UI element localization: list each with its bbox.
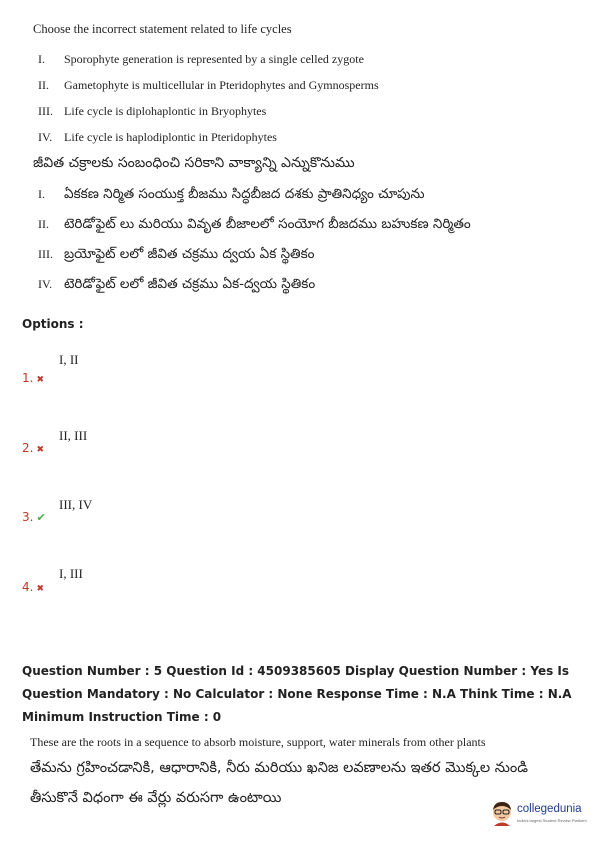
question-2-text-telugu-line-2: తీసుకొనే విధంగా ఈ వేర్లు వరుసగా ఉంటాయి xyxy=(30,790,282,806)
statement-3 xyxy=(38,104,266,119)
option-2-text: II, III xyxy=(59,428,88,443)
question-2-text-english: These are the roots in a sequence to absorb moisture, support, water minerals from other plants xyxy=(30,735,486,749)
option-1[interactable] xyxy=(22,371,44,385)
question-text-english: Choose the incorrect statement related to life cycles xyxy=(33,22,292,36)
statement-text: Gametophyte is multicellular in Pteridophytes and Gymnosperms xyxy=(64,78,379,92)
question-2-text-telugu-line-1: తేమను గ్రహించడానికి, ఆధారానికి, నీరు మరియు ఖనిజ లవణాలను ఇతర మొక్కల నుండి xyxy=(30,760,529,776)
telugu-statement-1 xyxy=(38,186,425,205)
option-3-text: III, IV xyxy=(59,497,93,512)
logo-brand: collegedunia xyxy=(517,803,582,815)
statement-number: IV. xyxy=(38,130,53,144)
statement-number: I. xyxy=(38,52,45,66)
option-2[interactable] xyxy=(22,441,44,455)
check-icon: ✔ xyxy=(36,511,46,524)
option-number: 2. xyxy=(22,441,34,455)
option-4-text: I, III xyxy=(59,566,83,581)
statement-text: ఏకకణ నిర్మిత సంయుక్త బీజము సిద్ధబీజద దశకు ప్రాతినిధ్యం చూపును xyxy=(64,186,425,202)
option-3[interactable] xyxy=(22,510,46,524)
cross-icon: ✖ xyxy=(36,445,44,455)
question-text-telugu: జీవిత చక్రాలకు సంబంధించి సరికాని వాక్యాన్ని ఎన్నుకొనుము xyxy=(33,155,355,171)
statement-number: II. xyxy=(38,217,49,231)
student-avatar-icon xyxy=(490,800,514,826)
telugu-statement-2 xyxy=(38,216,471,235)
telugu-statement-3 xyxy=(38,246,315,265)
question-metadata: Question Number : 5 Question Id : 4509385605 Display Question Number : Yes Is Question Mandatory : No Calculator : None Response Time : N.A Think Time : N.A Minimum Instruction Time : 0 xyxy=(22,664,572,724)
options-heading: Options : xyxy=(22,317,84,331)
statement-number: III. xyxy=(38,104,53,118)
statement-text: టెరిడోఫైట్ లు మరియు వివృత బీజాలలో సంయోగ బీజదము బహుకణ నిర్మితం xyxy=(64,216,471,232)
option-number: 1. xyxy=(22,371,34,385)
cross-icon: ✖ xyxy=(36,375,44,385)
statement-text: Life cycle is diplohaplontic in Bryophytes xyxy=(64,104,267,118)
statement-2 xyxy=(38,78,379,93)
telugu-statement-4 xyxy=(38,276,315,295)
statement-number: I. xyxy=(38,187,45,201)
option-4[interactable] xyxy=(22,580,44,594)
option-number: 3. xyxy=(22,510,34,524)
statement-1 xyxy=(38,52,364,67)
option-1-text: I, II xyxy=(59,352,79,367)
logo-tagline: India's largest Student Review Platform xyxy=(517,818,587,823)
statement-text: Life cycle is haplodiplontic in Pteridophytes xyxy=(64,130,277,144)
cross-icon: ✖ xyxy=(36,584,44,594)
collegedunia-logo xyxy=(490,800,590,830)
option-number: 4. xyxy=(22,580,34,594)
statement-number: IV. xyxy=(38,277,53,291)
statement-number: III. xyxy=(38,247,53,261)
statement-text: Sporophyte generation is represented by a single celled zygote xyxy=(64,52,364,66)
statement-text: టెరిడోఫైట్ లలో జీవిత చక్రము ఏక-ద్వయ స్థితికం xyxy=(64,276,316,292)
statement-4 xyxy=(38,130,277,145)
statement-text: బ్రయోఫైట్ లలో జీవిత చక్రము ద్వయ ఏక స్థితికం xyxy=(64,246,315,262)
statement-number: II. xyxy=(38,78,49,92)
